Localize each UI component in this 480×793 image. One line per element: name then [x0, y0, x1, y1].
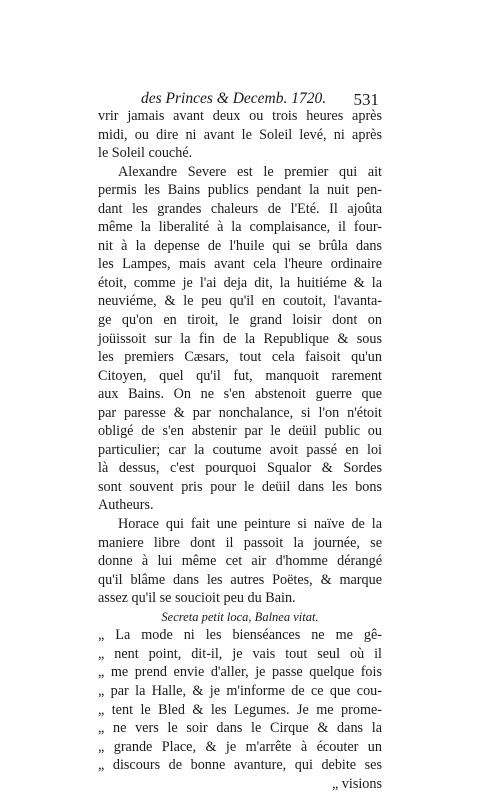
text-line: même la liberalité à la complaisance, il four- — [98, 219, 382, 236]
text-line: midi, ou dire ni avant le Soleil levé, ni après — [98, 126, 382, 143]
text-line: ge qu'on en tiroit, le grand loisir dont on — [98, 312, 382, 329]
text-line: joüissoit sur la fin de la Republique & sous — [98, 330, 382, 347]
text-line: Autheurs. — [98, 497, 154, 514]
quoted-line: „ me prend envie d'aller, je passe quelque fois — [98, 664, 382, 681]
catchword-line: „ visions — [331, 775, 382, 792]
quoted-line: „ par la Halle, & je m'informe de ce que cou- — [98, 682, 382, 699]
text-line: là dessus, c'est pourquoi Squalor & Sordes — [98, 460, 382, 477]
quoted-line: „ tent le Bled & les Legumes. Je me prome- — [98, 701, 382, 718]
text-line: les premiers Cæsars, tout cela faisoit qu'un — [98, 349, 382, 366]
text-line: le Soleil couché. — [98, 145, 193, 162]
text-line: dant les grandes chaleurs de l'Eté. Il ajoûta — [98, 200, 382, 217]
text-line: par paresse & par nonchalance, si l'on n'étoit — [98, 404, 382, 421]
text-line: donne à lui même cet air d'homme dérangé — [98, 553, 382, 570]
text-line: sont souvent pris pour le deüil dans les bons — [98, 478, 382, 495]
latin-quotation: Secreta petit loca, Balnea vitat. — [161, 609, 319, 624]
quoted-line: „ discours de bonne avanture, qui debite ses — [98, 757, 382, 774]
text-line: qu'il blâme dans les autres Poëtes, & marque — [98, 571, 382, 588]
text-line: neuviéme, & le peu qu'il en coutoit, l'avanta- — [98, 293, 382, 310]
quoted-line: „ ne vers le soir dans le Cirque & dans la — [98, 720, 382, 737]
text-line: vrir jamais avant deux ou trois heures après — [98, 108, 382, 124]
paragraph-start-line: Horace qui fait une peinture si naïve de la — [118, 516, 382, 533]
running-head: des Princes & Decemb. 1720. — [141, 90, 327, 107]
text-line: les Lampes, mais avant cela l'heure ordinaire — [98, 256, 382, 273]
body-text — [98, 107, 382, 793]
text-line: particulier; car la coutume avoit passé en loi — [98, 441, 382, 458]
text-line: Citoyen, quel qu'il fut, manquoit rarement — [98, 367, 382, 384]
text-line: obligé de s'en abstenir par le deüil public ou — [98, 423, 382, 440]
quoted-line: „ nent point, dit-il, je vais tout seul où il — [98, 645, 382, 662]
text-line: maniere libre dont il passoit la journée, se — [98, 534, 382, 551]
text-line: étoit, comme je l'ai deja dit, la huitiéme & la — [98, 274, 382, 291]
text-line: assez qu'il se soucioit peu du Bain. — [98, 590, 296, 607]
text-line: permis les Bains publics pendant la nuit pen- — [98, 182, 382, 199]
paragraph-start-line: Alexandre Severe est le premier qui ait — [118, 163, 382, 180]
text-line: nit à la depense de l'huile qui se brûla dans — [98, 237, 382, 254]
quoted-line: „ La mode ni les bienséances ne me gê- — [98, 627, 382, 644]
text-line: aux Bains. On ne s'en abstenoit guerre que — [98, 386, 382, 403]
page-number: 531 — [353, 90, 379, 109]
quoted-line: „ grande Place, & je m'arrête à écouter un — [98, 738, 382, 755]
